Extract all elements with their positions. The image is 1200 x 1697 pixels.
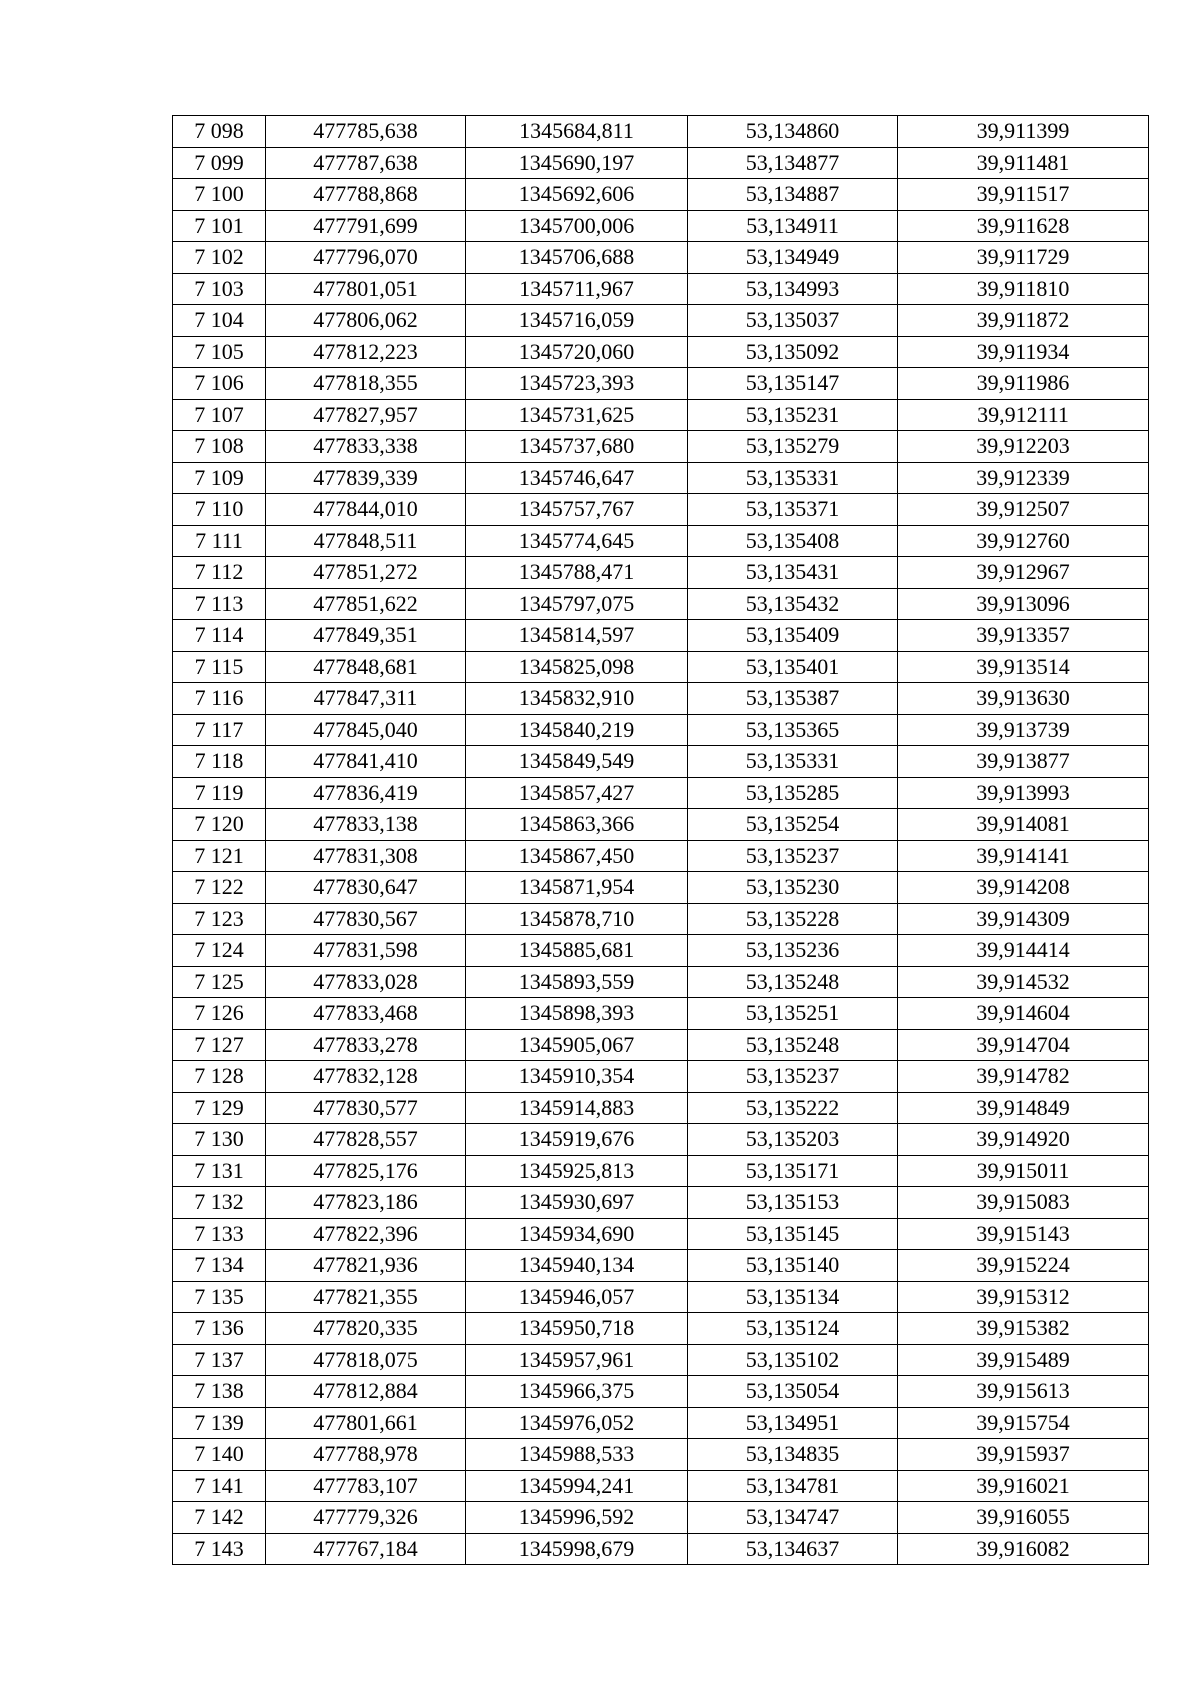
- latitude-cell: 53,135222: [688, 1092, 898, 1124]
- point-number-cell: 7 133: [173, 1218, 266, 1250]
- longitude-cell: 39,914704: [898, 1029, 1149, 1061]
- point-number-cell: 7 116: [173, 683, 266, 715]
- x-coordinate-cell: 477844,010: [266, 494, 466, 526]
- table-row: [173, 399, 1149, 431]
- latitude-cell: 53,135153: [688, 1187, 898, 1219]
- x-coordinate-cell: 477788,868: [266, 179, 466, 211]
- x-coordinate-cell: 477787,638: [266, 147, 466, 179]
- longitude-cell: 39,915143: [898, 1218, 1149, 1250]
- table-row: [173, 1470, 1149, 1502]
- latitude-cell: 53,135365: [688, 714, 898, 746]
- y-coordinate-cell: 1345996,592: [466, 1502, 688, 1534]
- table-row: [173, 809, 1149, 841]
- y-coordinate-cell: 1345849,549: [466, 746, 688, 778]
- point-number-cell: 7 106: [173, 368, 266, 400]
- table-row: [173, 1029, 1149, 1061]
- longitude-cell: 39,914920: [898, 1124, 1149, 1156]
- y-coordinate-cell: 1345898,393: [466, 998, 688, 1030]
- point-number-cell: 7 124: [173, 935, 266, 967]
- x-coordinate-cell: 477767,184: [266, 1533, 466, 1565]
- point-number-cell: 7 100: [173, 179, 266, 211]
- latitude-cell: 53,135237: [688, 840, 898, 872]
- y-coordinate-cell: 1345994,241: [466, 1470, 688, 1502]
- y-coordinate-cell: 1345905,067: [466, 1029, 688, 1061]
- latitude-cell: 53,134887: [688, 179, 898, 211]
- table-row: [173, 840, 1149, 872]
- longitude-cell: 39,915382: [898, 1313, 1149, 1345]
- longitude-cell: 39,915312: [898, 1281, 1149, 1313]
- point-number-cell: 7 111: [173, 525, 266, 557]
- latitude-cell: 53,135231: [688, 399, 898, 431]
- longitude-cell: 39,912760: [898, 525, 1149, 557]
- y-coordinate-cell: 1345950,718: [466, 1313, 688, 1345]
- y-coordinate-cell: 1345711,967: [466, 273, 688, 305]
- x-coordinate-cell: 477833,338: [266, 431, 466, 463]
- point-number-cell: 7 129: [173, 1092, 266, 1124]
- y-coordinate-cell: 1345797,075: [466, 588, 688, 620]
- y-coordinate-cell: 1345893,559: [466, 966, 688, 998]
- y-coordinate-cell: 1345925,813: [466, 1155, 688, 1187]
- x-coordinate-cell: 477801,051: [266, 273, 466, 305]
- x-coordinate-cell: 477818,355: [266, 368, 466, 400]
- table-row: [173, 1533, 1149, 1565]
- point-number-cell: 7 131: [173, 1155, 266, 1187]
- point-number-cell: 7 143: [173, 1533, 266, 1565]
- point-number-cell: 7 141: [173, 1470, 266, 1502]
- x-coordinate-cell: 477845,040: [266, 714, 466, 746]
- table-row: [173, 683, 1149, 715]
- latitude-cell: 53,135331: [688, 746, 898, 778]
- x-coordinate-cell: 477812,884: [266, 1376, 466, 1408]
- table-row: [173, 714, 1149, 746]
- x-coordinate-cell: 477847,311: [266, 683, 466, 715]
- point-number-cell: 7 139: [173, 1407, 266, 1439]
- x-coordinate-cell: 477822,396: [266, 1218, 466, 1250]
- longitude-cell: 39,911399: [898, 116, 1149, 148]
- x-coordinate-cell: 477851,622: [266, 588, 466, 620]
- point-number-cell: 7 101: [173, 210, 266, 242]
- point-number-cell: 7 123: [173, 903, 266, 935]
- y-coordinate-cell: 1345684,811: [466, 116, 688, 148]
- longitude-cell: 39,914141: [898, 840, 1149, 872]
- table-row: [173, 1439, 1149, 1471]
- table-row: [173, 588, 1149, 620]
- longitude-cell: 39,913514: [898, 651, 1149, 683]
- y-coordinate-cell: 1345988,533: [466, 1439, 688, 1471]
- longitude-cell: 39,916055: [898, 1502, 1149, 1534]
- y-coordinate-cell: 1345746,647: [466, 462, 688, 494]
- table-row: [173, 179, 1149, 211]
- latitude-cell: 53,135203: [688, 1124, 898, 1156]
- longitude-cell: 39,916021: [898, 1470, 1149, 1502]
- longitude-cell: 39,913877: [898, 746, 1149, 778]
- point-number-cell: 7 127: [173, 1029, 266, 1061]
- x-coordinate-cell: 477818,075: [266, 1344, 466, 1376]
- point-number-cell: 7 140: [173, 1439, 266, 1471]
- table-row: [173, 1502, 1149, 1534]
- x-coordinate-cell: 477812,223: [266, 336, 466, 368]
- longitude-cell: 39,916082: [898, 1533, 1149, 1565]
- latitude-cell: 53,135409: [688, 620, 898, 652]
- point-number-cell: 7 118: [173, 746, 266, 778]
- y-coordinate-cell: 1345774,645: [466, 525, 688, 557]
- latitude-cell: 53,135102: [688, 1344, 898, 1376]
- y-coordinate-cell: 1345966,375: [466, 1376, 688, 1408]
- x-coordinate-cell: 477833,468: [266, 998, 466, 1030]
- latitude-cell: 53,135331: [688, 462, 898, 494]
- y-coordinate-cell: 1345930,697: [466, 1187, 688, 1219]
- longitude-cell: 39,914309: [898, 903, 1149, 935]
- y-coordinate-cell: 1345788,471: [466, 557, 688, 589]
- x-coordinate-cell: 477851,272: [266, 557, 466, 589]
- table-row: [173, 1281, 1149, 1313]
- y-coordinate-cell: 1345863,366: [466, 809, 688, 841]
- point-number-cell: 7 103: [173, 273, 266, 305]
- point-number-cell: 7 136: [173, 1313, 266, 1345]
- table-row: [173, 1313, 1149, 1345]
- latitude-cell: 53,135254: [688, 809, 898, 841]
- table-row: [173, 147, 1149, 179]
- y-coordinate-cell: 1345976,052: [466, 1407, 688, 1439]
- x-coordinate-cell: 477841,410: [266, 746, 466, 778]
- longitude-cell: 39,912203: [898, 431, 1149, 463]
- longitude-cell: 39,915224: [898, 1250, 1149, 1282]
- latitude-cell: 53,135387: [688, 683, 898, 715]
- longitude-cell: 39,911934: [898, 336, 1149, 368]
- table-row: [173, 998, 1149, 1030]
- latitude-cell: 53,135228: [688, 903, 898, 935]
- longitude-cell: 39,914414: [898, 935, 1149, 967]
- latitude-cell: 53,134911: [688, 210, 898, 242]
- y-coordinate-cell: 1345700,006: [466, 210, 688, 242]
- y-coordinate-cell: 1345857,427: [466, 777, 688, 809]
- longitude-cell: 39,914782: [898, 1061, 1149, 1093]
- y-coordinate-cell: 1345940,134: [466, 1250, 688, 1282]
- point-number-cell: 7 119: [173, 777, 266, 809]
- x-coordinate-cell: 477830,647: [266, 872, 466, 904]
- longitude-cell: 39,915011: [898, 1155, 1149, 1187]
- y-coordinate-cell: 1345914,883: [466, 1092, 688, 1124]
- longitude-cell: 39,911517: [898, 179, 1149, 211]
- latitude-cell: 53,134949: [688, 242, 898, 274]
- longitude-cell: 39,911729: [898, 242, 1149, 274]
- latitude-cell: 53,134747: [688, 1502, 898, 1534]
- longitude-cell: 39,914208: [898, 872, 1149, 904]
- table-row: [173, 525, 1149, 557]
- point-number-cell: 7 099: [173, 147, 266, 179]
- latitude-cell: 53,135134: [688, 1281, 898, 1313]
- x-coordinate-cell: 477833,278: [266, 1029, 466, 1061]
- latitude-cell: 53,135432: [688, 588, 898, 620]
- longitude-cell: 39,914081: [898, 809, 1149, 841]
- latitude-cell: 53,134951: [688, 1407, 898, 1439]
- point-number-cell: 7 125: [173, 966, 266, 998]
- longitude-cell: 39,912111: [898, 399, 1149, 431]
- point-number-cell: 7 132: [173, 1187, 266, 1219]
- y-coordinate-cell: 1345878,710: [466, 903, 688, 935]
- point-number-cell: 7 108: [173, 431, 266, 463]
- longitude-cell: 39,913096: [898, 588, 1149, 620]
- longitude-cell: 39,914604: [898, 998, 1149, 1030]
- x-coordinate-cell: 477828,557: [266, 1124, 466, 1156]
- coordinates-table: [172, 115, 1149, 1565]
- table-row: [173, 462, 1149, 494]
- x-coordinate-cell: 477833,028: [266, 966, 466, 998]
- longitude-cell: 39,911810: [898, 273, 1149, 305]
- table-row: [173, 273, 1149, 305]
- table-row: [173, 1092, 1149, 1124]
- y-coordinate-cell: 1345871,954: [466, 872, 688, 904]
- point-number-cell: 7 120: [173, 809, 266, 841]
- y-coordinate-cell: 1345910,354: [466, 1061, 688, 1093]
- point-number-cell: 7 104: [173, 305, 266, 337]
- point-number-cell: 7 107: [173, 399, 266, 431]
- x-coordinate-cell: 477823,186: [266, 1187, 466, 1219]
- y-coordinate-cell: 1345716,059: [466, 305, 688, 337]
- point-number-cell: 7 098: [173, 116, 266, 148]
- y-coordinate-cell: 1345840,219: [466, 714, 688, 746]
- y-coordinate-cell: 1345723,393: [466, 368, 688, 400]
- y-coordinate-cell: 1345825,098: [466, 651, 688, 683]
- point-number-cell: 7 115: [173, 651, 266, 683]
- table-row: [173, 1250, 1149, 1282]
- longitude-cell: 39,912339: [898, 462, 1149, 494]
- x-coordinate-cell: 477785,638: [266, 116, 466, 148]
- table-row: [173, 746, 1149, 778]
- longitude-cell: 39,911628: [898, 210, 1149, 242]
- latitude-cell: 53,135147: [688, 368, 898, 400]
- longitude-cell: 39,913993: [898, 777, 1149, 809]
- latitude-cell: 53,135237: [688, 1061, 898, 1093]
- table-row: [173, 1344, 1149, 1376]
- point-number-cell: 7 110: [173, 494, 266, 526]
- point-number-cell: 7 142: [173, 1502, 266, 1534]
- table-row: [173, 1407, 1149, 1439]
- latitude-cell: 53,135285: [688, 777, 898, 809]
- table-row: [173, 557, 1149, 589]
- y-coordinate-cell: 1345720,060: [466, 336, 688, 368]
- x-coordinate-cell: 477827,957: [266, 399, 466, 431]
- table-row: [173, 935, 1149, 967]
- table-row: [173, 116, 1149, 148]
- table-row: [173, 305, 1149, 337]
- y-coordinate-cell: 1345998,679: [466, 1533, 688, 1565]
- point-number-cell: 7 114: [173, 620, 266, 652]
- latitude-cell: 53,135054: [688, 1376, 898, 1408]
- latitude-cell: 53,135401: [688, 651, 898, 683]
- latitude-cell: 53,134860: [688, 116, 898, 148]
- y-coordinate-cell: 1345934,690: [466, 1218, 688, 1250]
- latitude-cell: 53,135248: [688, 1029, 898, 1061]
- longitude-cell: 39,915754: [898, 1407, 1149, 1439]
- point-number-cell: 7 137: [173, 1344, 266, 1376]
- table-row: [173, 651, 1149, 683]
- x-coordinate-cell: 477801,661: [266, 1407, 466, 1439]
- table-row: [173, 336, 1149, 368]
- table-row: [173, 1218, 1149, 1250]
- table-row: [173, 1124, 1149, 1156]
- latitude-cell: 53,134781: [688, 1470, 898, 1502]
- longitude-cell: 39,912507: [898, 494, 1149, 526]
- y-coordinate-cell: 1345690,197: [466, 147, 688, 179]
- table-row: [173, 777, 1149, 809]
- point-number-cell: 7 102: [173, 242, 266, 274]
- longitude-cell: 39,911872: [898, 305, 1149, 337]
- point-number-cell: 7 134: [173, 1250, 266, 1282]
- x-coordinate-cell: 477783,107: [266, 1470, 466, 1502]
- longitude-cell: 39,914532: [898, 966, 1149, 998]
- y-coordinate-cell: 1345957,961: [466, 1344, 688, 1376]
- x-coordinate-cell: 477825,176: [266, 1155, 466, 1187]
- x-coordinate-cell: 477779,326: [266, 1502, 466, 1534]
- x-coordinate-cell: 477830,577: [266, 1092, 466, 1124]
- table-row: [173, 431, 1149, 463]
- point-number-cell: 7 130: [173, 1124, 266, 1156]
- x-coordinate-cell: 477831,598: [266, 935, 466, 967]
- longitude-cell: 39,915613: [898, 1376, 1149, 1408]
- x-coordinate-cell: 477833,138: [266, 809, 466, 841]
- point-number-cell: 7 135: [173, 1281, 266, 1313]
- latitude-cell: 53,134835: [688, 1439, 898, 1471]
- y-coordinate-cell: 1345832,910: [466, 683, 688, 715]
- latitude-cell: 53,135140: [688, 1250, 898, 1282]
- longitude-cell: 39,913357: [898, 620, 1149, 652]
- x-coordinate-cell: 477791,699: [266, 210, 466, 242]
- point-number-cell: 7 113: [173, 588, 266, 620]
- table-row: [173, 620, 1149, 652]
- latitude-cell: 53,135248: [688, 966, 898, 998]
- x-coordinate-cell: 477830,567: [266, 903, 466, 935]
- y-coordinate-cell: 1345737,680: [466, 431, 688, 463]
- x-coordinate-cell: 477796,070: [266, 242, 466, 274]
- longitude-cell: 39,914849: [898, 1092, 1149, 1124]
- x-coordinate-cell: 477821,355: [266, 1281, 466, 1313]
- latitude-cell: 53,135371: [688, 494, 898, 526]
- y-coordinate-cell: 1345814,597: [466, 620, 688, 652]
- point-number-cell: 7 126: [173, 998, 266, 1030]
- latitude-cell: 53,135236: [688, 935, 898, 967]
- x-coordinate-cell: 477848,681: [266, 651, 466, 683]
- longitude-cell: 39,911481: [898, 147, 1149, 179]
- latitude-cell: 53,135408: [688, 525, 898, 557]
- longitude-cell: 39,913739: [898, 714, 1149, 746]
- latitude-cell: 53,135145: [688, 1218, 898, 1250]
- x-coordinate-cell: 477820,335: [266, 1313, 466, 1345]
- point-number-cell: 7 122: [173, 872, 266, 904]
- y-coordinate-cell: 1345867,450: [466, 840, 688, 872]
- x-coordinate-cell: 477836,419: [266, 777, 466, 809]
- point-number-cell: 7 109: [173, 462, 266, 494]
- y-coordinate-cell: 1345757,767: [466, 494, 688, 526]
- latitude-cell: 53,134637: [688, 1533, 898, 1565]
- x-coordinate-cell: 477831,308: [266, 840, 466, 872]
- latitude-cell: 53,134877: [688, 147, 898, 179]
- table-row: [173, 872, 1149, 904]
- table-row: [173, 494, 1149, 526]
- latitude-cell: 53,135124: [688, 1313, 898, 1345]
- y-coordinate-cell: 1345919,676: [466, 1124, 688, 1156]
- y-coordinate-cell: 1345692,606: [466, 179, 688, 211]
- latitude-cell: 53,135171: [688, 1155, 898, 1187]
- latitude-cell: 53,135037: [688, 305, 898, 337]
- x-coordinate-cell: 477821,936: [266, 1250, 466, 1282]
- table-row: [173, 1155, 1149, 1187]
- latitude-cell: 53,135279: [688, 431, 898, 463]
- table-row: [173, 1376, 1149, 1408]
- x-coordinate-cell: 477848,511: [266, 525, 466, 557]
- table-row: [173, 1187, 1149, 1219]
- y-coordinate-cell: 1345946,057: [466, 1281, 688, 1313]
- table-row: [173, 210, 1149, 242]
- point-number-cell: 7 117: [173, 714, 266, 746]
- x-coordinate-cell: 477849,351: [266, 620, 466, 652]
- point-number-cell: 7 121: [173, 840, 266, 872]
- point-number-cell: 7 112: [173, 557, 266, 589]
- y-coordinate-cell: 1345731,625: [466, 399, 688, 431]
- longitude-cell: 39,915489: [898, 1344, 1149, 1376]
- latitude-cell: 53,134993: [688, 273, 898, 305]
- longitude-cell: 39,913630: [898, 683, 1149, 715]
- x-coordinate-cell: 477832,128: [266, 1061, 466, 1093]
- coordinates-table-body: [173, 116, 1149, 1565]
- longitude-cell: 39,911986: [898, 368, 1149, 400]
- x-coordinate-cell: 477788,978: [266, 1439, 466, 1471]
- latitude-cell: 53,135431: [688, 557, 898, 589]
- longitude-cell: 39,915083: [898, 1187, 1149, 1219]
- longitude-cell: 39,915937: [898, 1439, 1149, 1471]
- point-number-cell: 7 105: [173, 336, 266, 368]
- table-row: [173, 903, 1149, 935]
- table-row: [173, 242, 1149, 274]
- point-number-cell: 7 128: [173, 1061, 266, 1093]
- y-coordinate-cell: 1345885,681: [466, 935, 688, 967]
- table-row: [173, 368, 1149, 400]
- table-row: [173, 966, 1149, 998]
- x-coordinate-cell: 477806,062: [266, 305, 466, 337]
- point-number-cell: 7 138: [173, 1376, 266, 1408]
- table-row: [173, 1061, 1149, 1093]
- latitude-cell: 53,135092: [688, 336, 898, 368]
- latitude-cell: 53,135251: [688, 998, 898, 1030]
- longitude-cell: 39,912967: [898, 557, 1149, 589]
- y-coordinate-cell: 1345706,688: [466, 242, 688, 274]
- latitude-cell: 53,135230: [688, 872, 898, 904]
- x-coordinate-cell: 477839,339: [266, 462, 466, 494]
